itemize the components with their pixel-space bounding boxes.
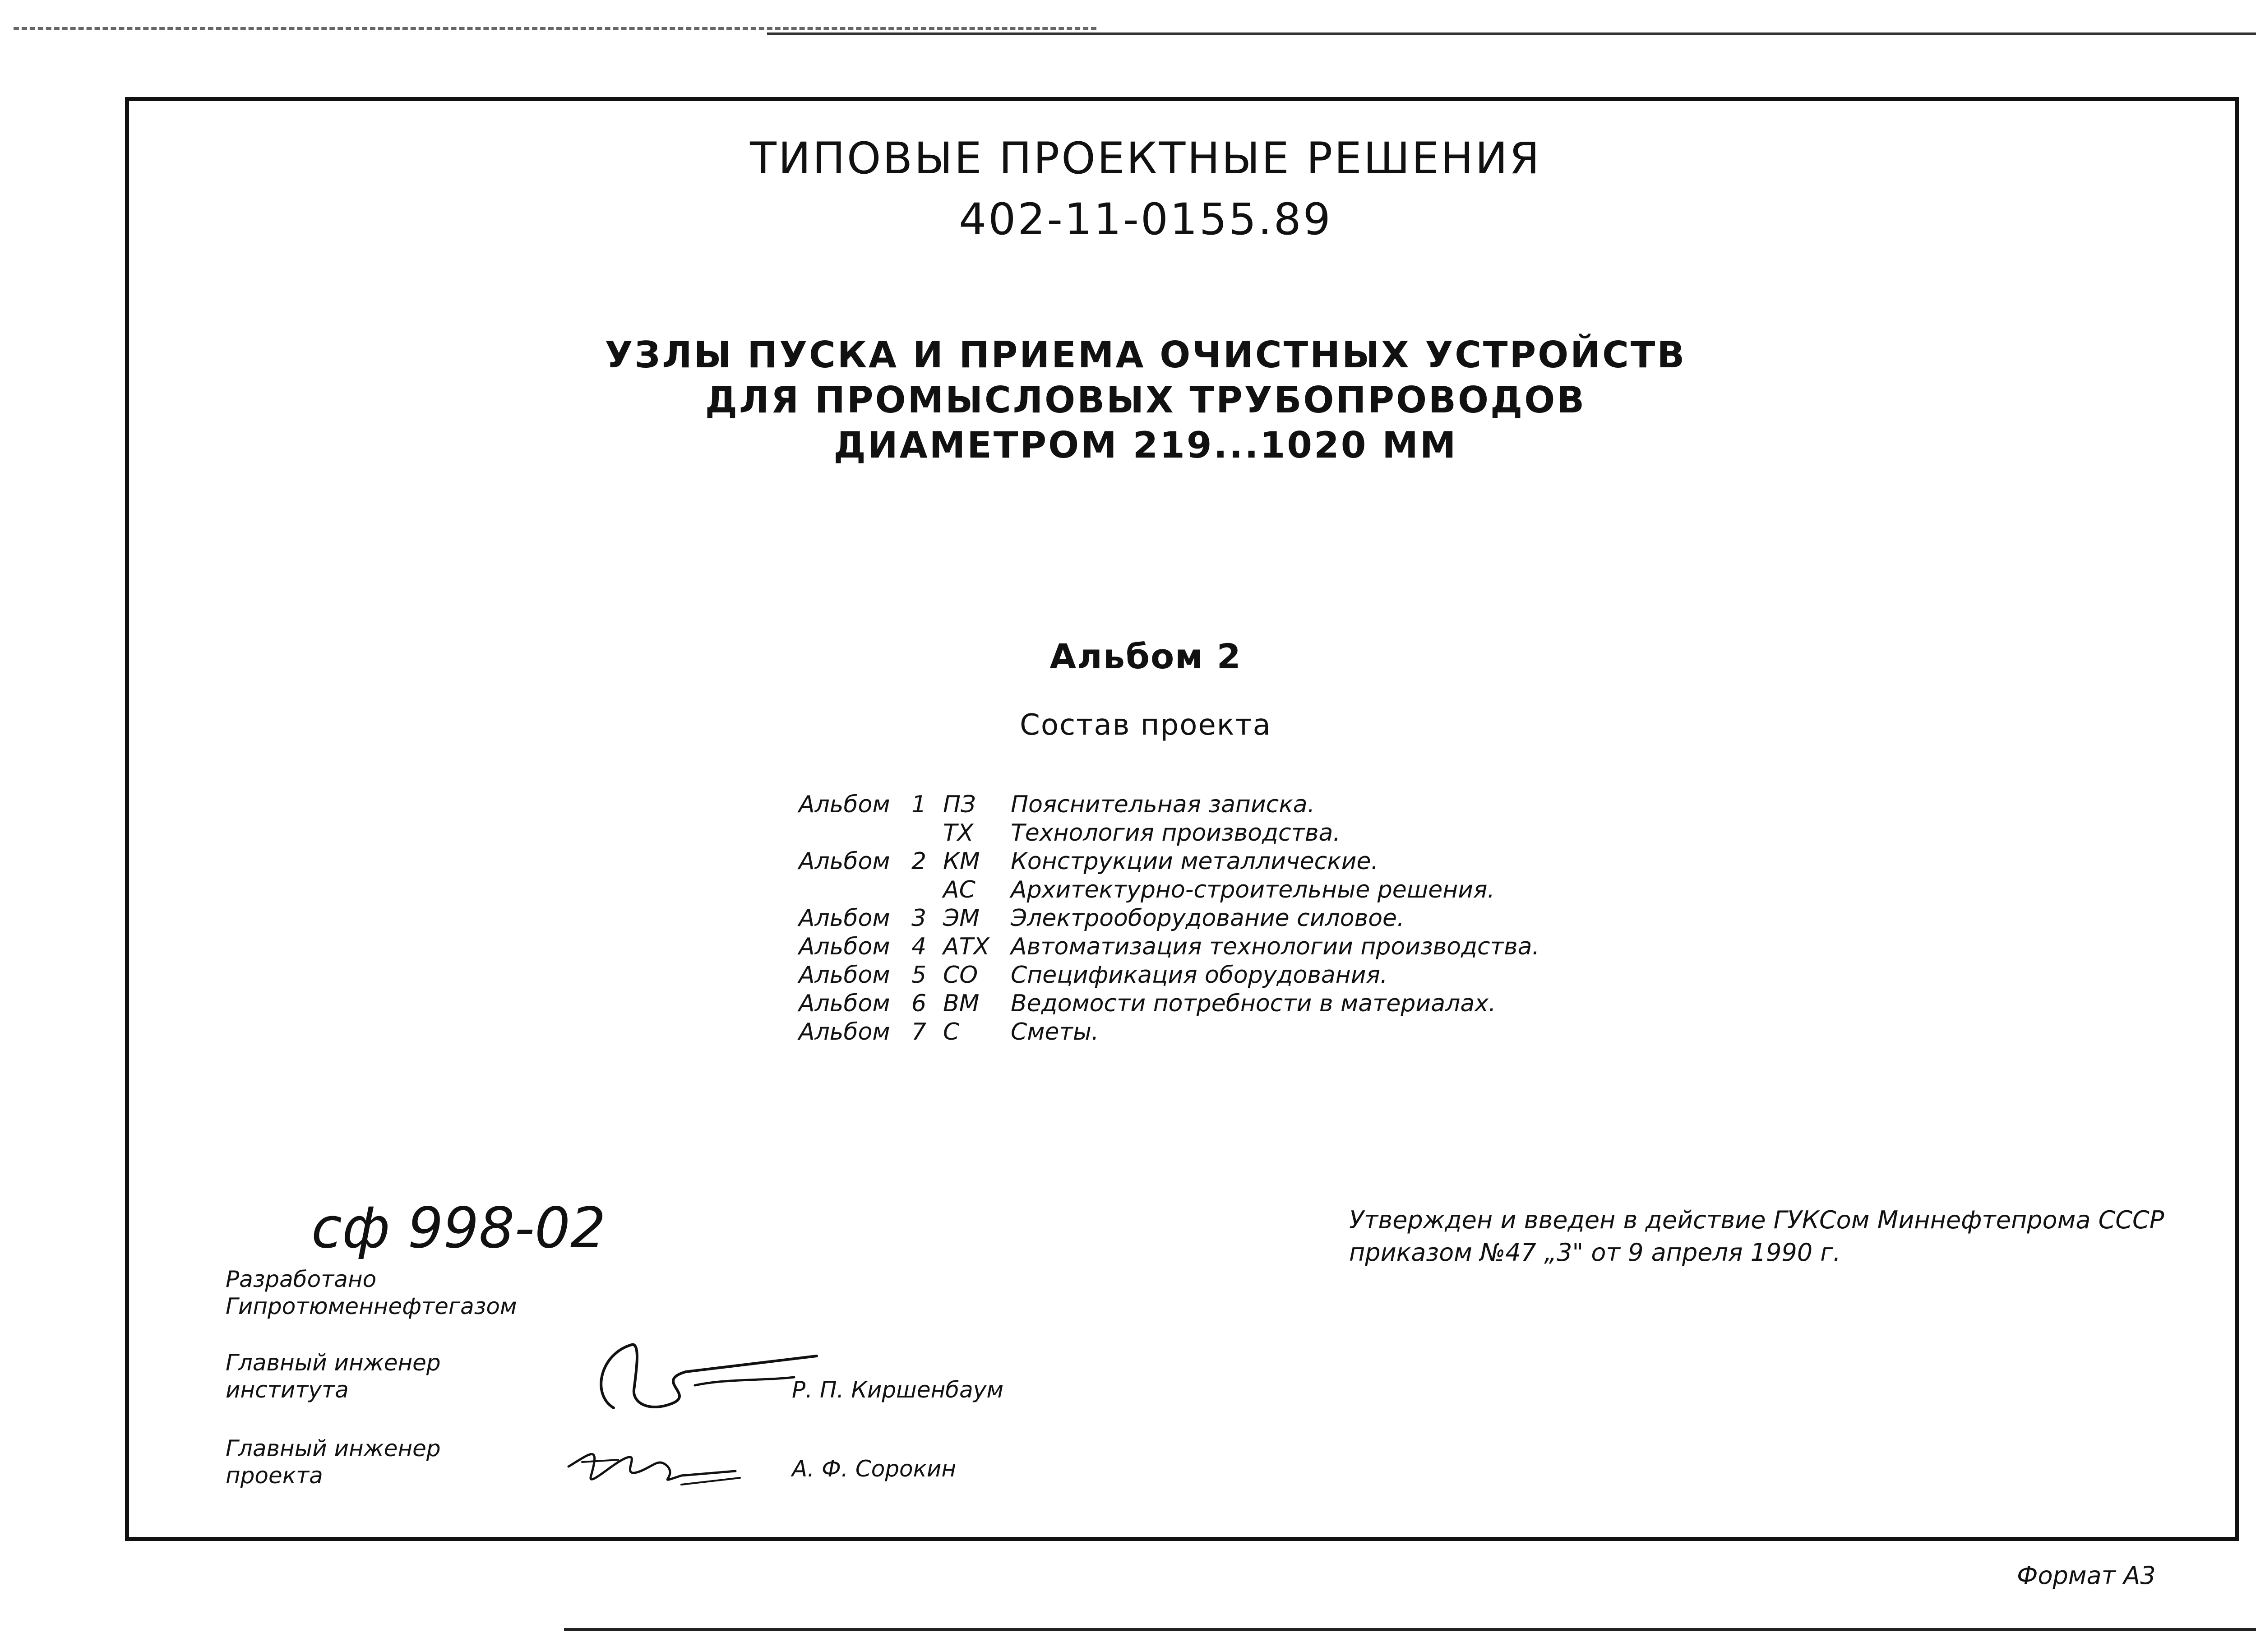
- album-description: Пояснительная записка.: [1011, 791, 1315, 818]
- approval-line-1: Утвержден и введен в действие ГУКСом Миннефтепрома СССР: [1349, 1206, 2164, 1234]
- archive-code: сф 998-02: [311, 1196, 606, 1261]
- signatory-name: Р. П. Киршенбаум: [792, 1377, 1004, 1403]
- paper-format-label: Формат А3: [2017, 1561, 2156, 1590]
- album-number: 7: [911, 1018, 927, 1046]
- developer-organization: Гипротюменнефтегазом: [226, 1293, 517, 1319]
- album-heading: Альбом 2: [1049, 636, 1242, 676]
- document-number: 402-11-0155.89: [959, 194, 1332, 245]
- album-description: Автоматизация технологии производства.: [1011, 933, 1539, 960]
- developer-block: [226, 1266, 517, 1320]
- album-label: Альбом: [799, 933, 890, 960]
- album-label: Альбом: [799, 962, 890, 989]
- album-description: Технология производства.: [1011, 819, 1341, 847]
- album-number: 6: [911, 990, 927, 1017]
- album-number: 5: [911, 962, 927, 989]
- album-code: ЭМ: [943, 905, 980, 932]
- album-code: СО: [943, 962, 978, 989]
- subject-line-1: УЗЛЫ ПУСКА И ПРИЕМА ОЧИСТНЫХ УСТРОЙСТВ: [605, 334, 1687, 376]
- signatory-name: А. Ф. Сорокин: [792, 1456, 957, 1482]
- composition-heading: Состав проекта: [1020, 708, 1271, 742]
- album-label: Альбом: [799, 848, 890, 875]
- album-code: КМ: [943, 848, 980, 875]
- signatory-role: [226, 1435, 441, 1489]
- document-title: ТИПОВЫЕ ПРОЕКТНЫЕ РЕШЕНИЯ: [750, 133, 1541, 184]
- album-number: 3: [911, 905, 927, 932]
- album-description: Сметы.: [1011, 1018, 1099, 1046]
- approval-note: [1349, 1204, 2164, 1269]
- developer-label: Разработано: [226, 1266, 377, 1292]
- signature-1: [582, 1336, 826, 1426]
- album-number: 1: [911, 791, 927, 818]
- subject-line-3: ДИАМЕТРОМ 219...1020 ММ: [833, 424, 1458, 466]
- album-code: ПЗ: [943, 791, 976, 818]
- subject-line-2: ДЛЯ ПРОМЫСЛОВЫХ ТРУБОПРОВОДОВ: [705, 379, 1586, 421]
- signatory-role-line-1: Главный инженер: [226, 1350, 441, 1376]
- album-code: АТХ: [943, 933, 989, 960]
- album-label: Альбом: [799, 791, 890, 818]
- approval-line-2: приказом №47 „3" от 9 апреля 1990 г.: [1349, 1238, 1841, 1267]
- album-description: Ведомости потребности в материалах.: [1011, 990, 1496, 1017]
- album-code: АС: [943, 876, 975, 903]
- album-description: Конструкции металлические.: [1011, 848, 1378, 875]
- album-description: Спецификация оборудования.: [1011, 962, 1388, 989]
- signatory-role: [226, 1349, 441, 1403]
- signature-2: [564, 1435, 744, 1503]
- album-label: Альбом: [799, 990, 890, 1017]
- sheet-top-edge: [14, 27, 1096, 30]
- album-description: Архитектурно-строительные решения.: [1011, 876, 1495, 903]
- album-label: Альбом: [799, 905, 890, 932]
- album-label: Альбом: [799, 1018, 890, 1046]
- signatory-role-line-1: Главный инженер: [226, 1435, 441, 1462]
- album-code: С: [943, 1018, 960, 1046]
- sheet-top-line: [767, 32, 2256, 35]
- sheet-bottom-edge: [564, 1628, 2256, 1631]
- signatory-role-line-2: проекта: [226, 1462, 323, 1489]
- album-description: Электрооборудование силовое.: [1011, 905, 1405, 932]
- album-number: 2: [911, 848, 927, 875]
- signatory-role-line-2: института: [226, 1377, 349, 1403]
- album-code: ТХ: [943, 819, 974, 847]
- album-number: 4: [911, 933, 927, 960]
- album-code: ВМ: [943, 990, 980, 1017]
